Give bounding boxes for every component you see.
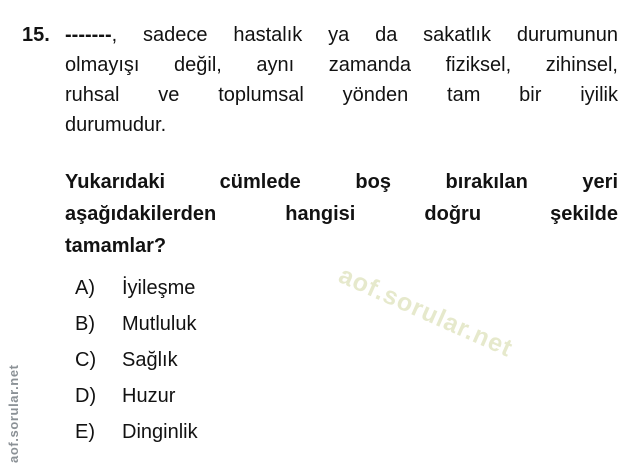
option-c[interactable] — [65, 342, 618, 378]
option-label: Sağlık — [122, 348, 178, 371]
question-number: 15. — [22, 24, 50, 46]
prompt-line: Yukarıdaki cümlede boş bırakılan yeri — [65, 171, 618, 193]
option-letter: A) — [75, 276, 95, 299]
option-a[interactable] — [65, 270, 618, 306]
question-line: olmayışı değil, aynı zamanda fiziksel, zihinsel, — [65, 54, 618, 76]
option-letter: E) — [75, 420, 95, 443]
options-list — [65, 270, 618, 450]
question-line — [65, 20, 618, 50]
question-line-text: , sadece hastalık ya da sakatlık durumunun — [111, 24, 618, 46]
option-label: Huzur — [122, 384, 176, 407]
question-line: ruhsal ve toplumsal yönden tam bir iyilik — [65, 84, 618, 106]
question-prompt — [65, 166, 618, 262]
question-text — [65, 20, 618, 140]
question-content — [65, 20, 618, 450]
option-b[interactable] — [65, 306, 618, 342]
option-label: Dinginlik — [122, 420, 198, 443]
prompt-line: tamamlar? — [65, 235, 167, 257]
blank-dashes: ------- — [65, 24, 112, 46]
option-letter: B) — [75, 312, 95, 335]
option-label: Mutluluk — [122, 312, 197, 335]
option-label: İyileşme — [122, 276, 196, 299]
diagonal-watermark: aof.sorular.net — [334, 261, 518, 363]
prompt-line: aşağıdakilerden hangisi doğru şekilde — [65, 203, 618, 225]
question-line: durumudur. — [65, 114, 167, 136]
option-e[interactable] — [65, 414, 618, 450]
option-d[interactable] — [65, 378, 618, 414]
vertical-watermark: aof.sorular.net — [6, 364, 21, 463]
option-letter: C) — [75, 348, 97, 371]
option-letter: D) — [75, 384, 97, 407]
